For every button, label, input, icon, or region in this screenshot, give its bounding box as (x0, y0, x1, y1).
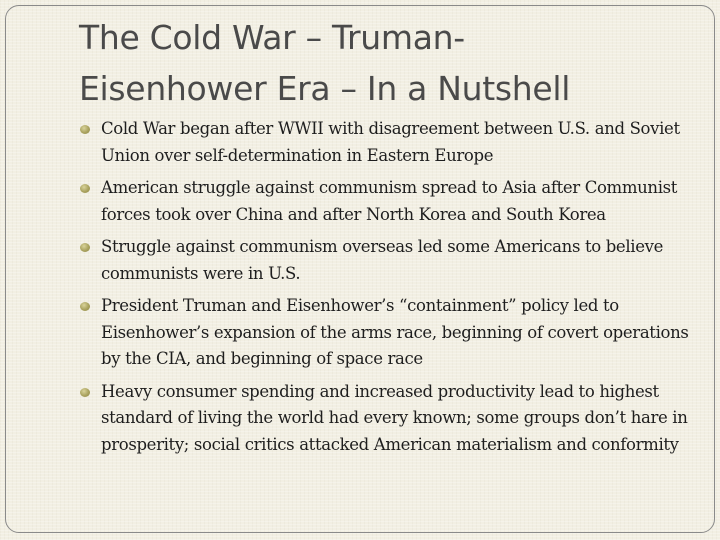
bullet-item (79, 379, 689, 459)
slide-title (79, 12, 679, 114)
slide-title-line-1: The Cold War – Truman- (79, 18, 465, 57)
bullet-item (79, 234, 689, 287)
slide-title-line-2: Eisenhower Era – In a Nutshell (79, 69, 571, 108)
bullet-dot-icon (80, 302, 90, 311)
bullet-list (79, 116, 689, 464)
bullet-item (79, 175, 689, 228)
bullet-item (79, 293, 689, 373)
bullet-dot-icon (80, 388, 90, 397)
bullet-text: President Truman and Eisenhower’s “containment” policy led to Eisenhower’s expansion of the arms race, beginning of covert operations by the CIA, and beginning of space race (101, 296, 689, 368)
bullet-text: American struggle against communism spread to Asia after Communist forces took over China and after North Korea and South Korea (101, 178, 678, 224)
bullet-text: Heavy consumer spending and increased productivity lead to highest standard of living the world had every known; some groups don’t hare in prosperity; social critics attacked American materialism and conformity (101, 381, 688, 454)
bullet-dot-icon (80, 184, 90, 193)
bullet-dot-icon (80, 243, 90, 252)
bullet-text: Struggle against communism overseas led some Americans to believe communists were in U.S. (101, 237, 663, 283)
bullet-text: Cold War began after WWII with disagreement between U.S. and Soviet Union over self-determination in Eastern Europe (101, 119, 680, 165)
bullet-dot-icon (80, 125, 90, 134)
bullet-item (79, 116, 689, 169)
